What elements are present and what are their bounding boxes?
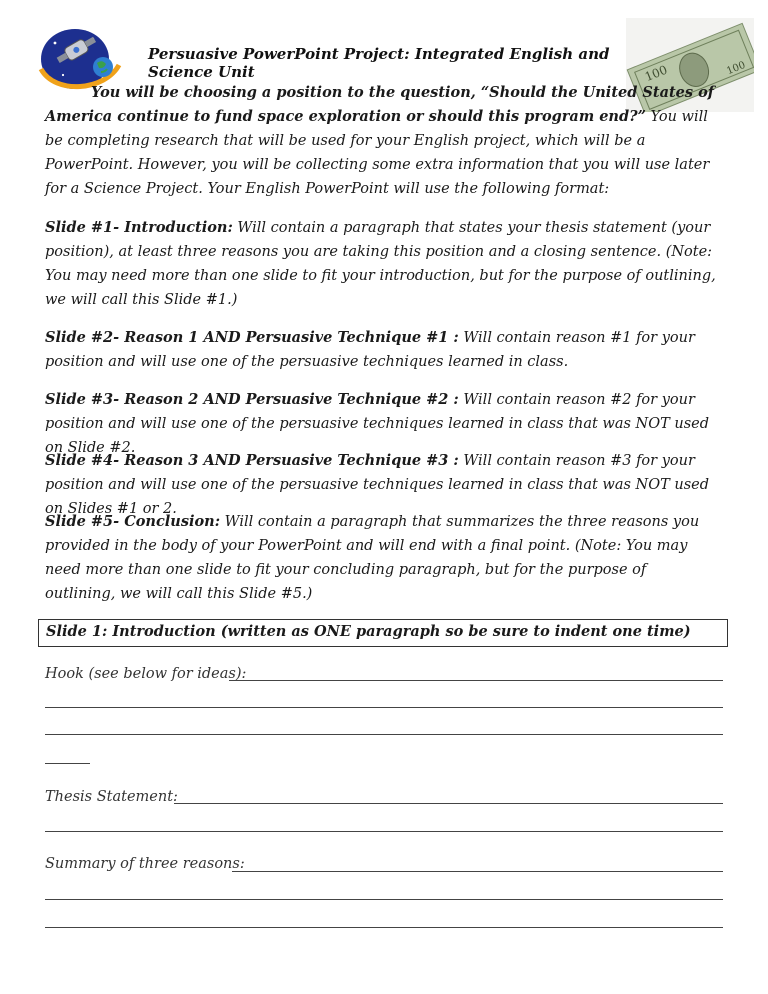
summary-answer-line[interactable]: [45, 899, 723, 900]
svg-text:100: 100: [642, 62, 670, 85]
intro-body: You will be completing research that will be used for your English project, which will be a PowerPoint. However, you will be collecting some extra information that you will use later for a Science Project. Your English PowerPoint will use the following format:: [45, 109, 710, 197]
slide-1-outline-heading: Slide 1: Introduction (written as ONE paragraph so be sure to indent one time): [38, 619, 728, 647]
hook-label: Hook (see below for ideas):: [45, 666, 247, 682]
intro-paragraph: [45, 81, 715, 201]
thesis-label: Thesis Statement:: [45, 789, 178, 805]
summary-label: Summary of three reasons:: [45, 856, 245, 872]
summary-answer-line[interactable]: [45, 927, 723, 928]
slide-2-heading: Slide #2- Reason 1 AND Persuasive Technique #1 :: [45, 329, 459, 346]
hook-answer-line[interactable]: [229, 680, 723, 681]
slide-1-text: Will contain a paragraph that states your thesis statement (your position), at least three reasons you are taking this position and a closing sentence. (Note: You may need more than one slide to fit your introduction, but for the purpose of outlining, we will call this Slide #1.): [45, 220, 716, 308]
hook-answer-line[interactable]: [45, 707, 723, 708]
summary-answer-line[interactable]: [232, 871, 723, 872]
svg-text:100: 100: [725, 59, 748, 78]
hook-answer-line[interactable]: [45, 734, 723, 735]
thesis-answer-line[interactable]: [45, 831, 723, 832]
page-title: Persuasive PowerPoint Project: Integrated English and Science Unit: [148, 45, 610, 81]
slide-5-text: Will contain a paragraph that summarizes the three reasons you provided in the body of your PowerPoint and will end with a final point. (Note: You may need more than one slide to fit your concluding paragraph, but for the purpose of outlining, we will call this Slide #5.): [45, 514, 700, 602]
slide-4-text: Will contain reason #3 for your position and will use one of the persuasive techniques learned in class that was NOT used on Slides #1 or 2.: [45, 453, 710, 517]
slide-5-description: [45, 510, 717, 606]
slide-4-heading: Slide #4- Reason 3 AND Persuasive Technique #3 :: [45, 452, 459, 469]
slide-1-heading: Slide #1- Introduction:: [45, 219, 233, 236]
slide-2-text: Will contain reason #1 for your position and will use one of the persuasive techniques learned in class.: [45, 330, 695, 370]
intro-question: You will be choosing a position to the question, “Should the United States of America continue to fund space exploration or should this program end?”: [45, 84, 715, 125]
slide-5-heading: Slide #5- Conclusion:: [45, 513, 221, 530]
thesis-answer-line[interactable]: [174, 803, 723, 804]
slide-3-heading: Slide #3- Reason 2 AND Persuasive Technique #2 :: [45, 391, 459, 408]
hook-answer-line[interactable]: [45, 763, 90, 764]
slide-2-description: [45, 326, 717, 374]
slide-3-text: Will contain reason #2 for your position and will use one of the persuasive techniques learned in class that was NOT used on Slide #2.: [45, 392, 710, 456]
slide-1-description: [45, 216, 717, 312]
